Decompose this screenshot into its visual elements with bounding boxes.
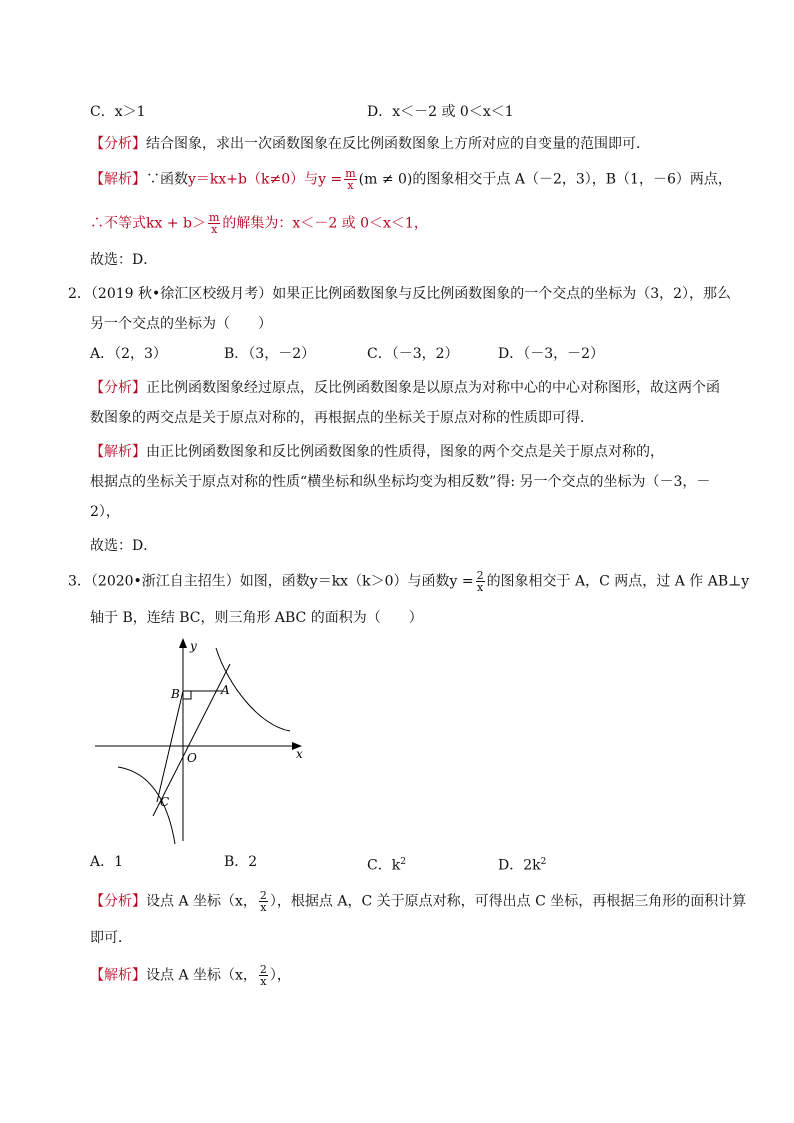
- q3-analysis-line2: 即可．: [90, 930, 132, 946]
- q1-analysis: 【分析】结合图象，求出一次函数图象在反比例函数图象上方所对应的自变量的范围即可．: [90, 136, 650, 152]
- q1-answer: 故选：D．: [90, 252, 158, 268]
- q2-option-d: D．（－3，－2）: [498, 346, 605, 362]
- q2-stem-line2: 另一个交点的坐标为（ ）: [90, 316, 272, 332]
- q3-option-c: C．$k^2$: [367, 857, 406, 874]
- q3-analysis-line1: 【分析】设点 A 坐标（x， $\frac{2}{x}$ ），根据点 A，C 关于原点对称，可得出点 C 坐标，再根据三角形的面积计算: [90, 889, 747, 914]
- q2-analysis-line2: 数图象的两交点是关于原点对称的，再根据点的坐标关于原点对称的性质即可得．: [90, 410, 594, 426]
- q2-solution-line3: 2），: [90, 504, 120, 520]
- q1-solution-line1: 【解析】∵函数y＝kx+b（k≠0）与y = $\frac{m}{x}$ (m ≠ 0)的图象相交于点 A（－2，3），B（1，－6）两点，: [90, 167, 732, 192]
- q3-solution-line1: 【解析】设点 A 坐标（x， $\frac{2}{x}$ ），: [90, 963, 291, 988]
- y-axis-arrow: [179, 638, 187, 648]
- q2-option-c: C．（－3，2）: [367, 346, 459, 362]
- right-angle-mark: [183, 691, 191, 699]
- label-y: y: [190, 639, 197, 653]
- label-o: O: [187, 751, 197, 765]
- q2-stem-line1: 2．（2019 秋•徐汇区校级月考）如果正比例函数图象与反比例函数图象的一个交点的坐标为（3，2），那么: [68, 286, 732, 302]
- q3-stem-line1: 3．（2020•浙江自主招生）如图，函数y＝kx（k＞0）与函数y = $\frac{2}{x}$ 的图象相交于 A，C 两点，过 A 作 AB⊥y: [68, 569, 750, 594]
- q2-solution-line1: 【解析】由正比例函数图象和反比例函数图象的性质得，图象的两个交点是关于原点对称的，: [90, 444, 664, 460]
- q1-solution-line2: ∴不等式kx + b＞ $\frac{m}{x}$ 的解集为：x＜－2 或 0＜x＜1，: [90, 211, 428, 236]
- q2-option-a: A．（2，3）: [90, 346, 167, 362]
- fraction-m-over-x: $\frac{m}{x}$: [345, 167, 356, 192]
- q1-option-d: D．x＜－2 或 0＜x＜1: [367, 104, 514, 120]
- q3-option-d: D．$2k^2$: [498, 857, 547, 874]
- line-y-kx: [153, 664, 230, 816]
- label-a: A: [221, 683, 230, 697]
- label-b: B: [171, 687, 180, 701]
- q3-figure: [90, 636, 320, 846]
- q1-option-c: C．x＞1: [90, 104, 146, 120]
- q2-analysis-line1: 【分析】正比例函数图象经过原点，反比例函数图象是以原点为对称中心的中心对称图形，故这两个函: [90, 380, 720, 396]
- fraction-m-over-x-2: $\frac{m}{x}$: [208, 211, 220, 236]
- q2-solution-line2: 根据点的坐标关于原点对称的性质“横坐标和纵坐标均变为相反数”得: 另一个交点的坐标为（－3，－: [90, 474, 711, 490]
- label-x: x: [296, 747, 303, 761]
- q3-option-a: A．1: [90, 854, 124, 870]
- q3-option-b: B．2: [224, 854, 258, 870]
- fraction-2-over-x-solution: $\frac{2}{x}$: [259, 963, 267, 988]
- fraction-2-over-x-analysis: $\frac{2}{x}$: [259, 889, 267, 914]
- q2-option-b: B．（3，－2）: [224, 346, 316, 362]
- label-c: C: [160, 795, 170, 809]
- q2-answer: 故选：D．: [90, 538, 158, 554]
- fraction-2-over-x: $\frac{2}{x}$: [476, 569, 484, 594]
- q3-stem-line2: 轴于 B，连结 BC，则三角形 ABC 的面积为（ ）: [90, 610, 423, 626]
